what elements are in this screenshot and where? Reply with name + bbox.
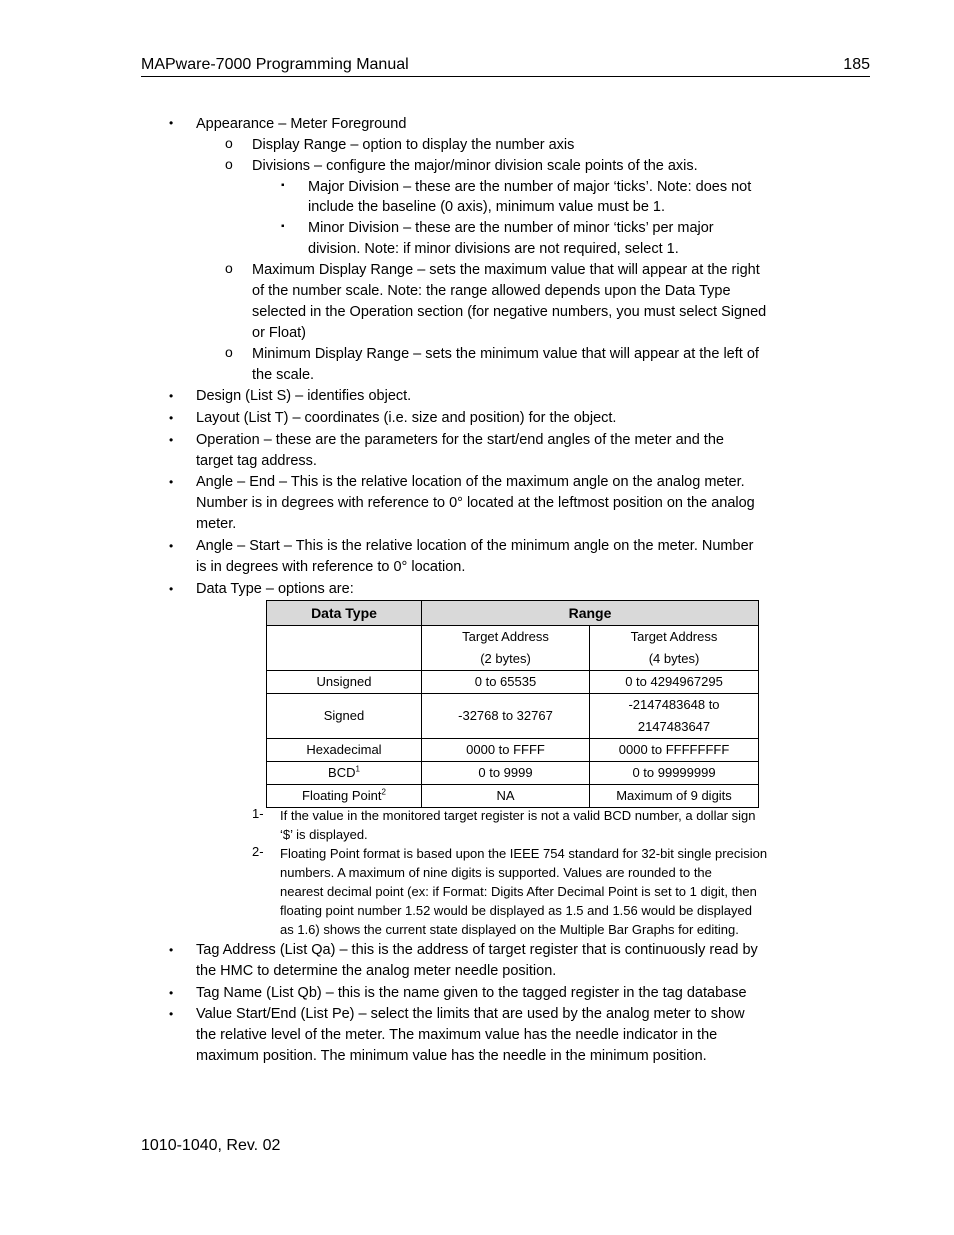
page-header — [141, 56, 870, 77]
cell-range-4: 0 to 4294967295 — [590, 671, 759, 694]
bullet-icon: • — [169, 475, 174, 489]
item-divisions: Divisions – configure the major/minor division scale points of the axis. — [252, 158, 698, 174]
bullet-icon: • — [169, 116, 174, 130]
footnote-2-line4: floating point number 1.52 would be displayed as 1.5 and 1.56 would be displayed — [280, 903, 752, 918]
footnote-2: Floating Point format is based upon the IEEE 754 standard for 32-bit single precision — [280, 846, 768, 861]
bullet-icon: • — [169, 411, 174, 425]
item-design: Design (List S) – identifies object. — [196, 388, 412, 404]
circle-bullet-icon: o — [225, 260, 233, 276]
circle-bullet-icon: o — [225, 344, 233, 360]
item-major-division-cont: include the baseline (0 axis), minimum value must be 1. — [308, 199, 666, 215]
circle-bullet-icon: o — [225, 156, 233, 172]
cell-range-2: 0000 to FFFF — [422, 739, 590, 762]
item-major-division: Major Division – these are the number of major ‘ticks’. Note: does not — [308, 179, 752, 195]
item-minor-division-cont: division. Note: if minor divisions are not required, select 1. — [308, 241, 679, 257]
item-data-type: Data Type – options are: — [196, 581, 354, 597]
item-angle-start: Angle – Start – This is the relative location of the minimum angle on the meter. Number — [196, 538, 754, 554]
footnote-1: If the value in the monitored target register is not a valid BCD number, a dollar sign — [280, 808, 756, 823]
cell-range-2: NA — [422, 785, 590, 808]
bullet-icon: • — [169, 433, 174, 447]
cell-range-4: -2147483648 to 2147483647 — [590, 694, 759, 739]
footnote-2-line2: numbers. A maximum of nine digits is supported. Values are rounded to the — [280, 865, 712, 880]
cell-type: BCD$^1$ — [267, 762, 422, 785]
item-max-range: Maximum Display Range – sets the maximum value that will appear at the right — [252, 262, 760, 278]
data-type-table — [266, 600, 759, 808]
item-tag-name: Tag Name (List Qb) – this is the name given to the tagged register in the tag database — [196, 985, 747, 1001]
square-bullet-icon: ▪ — [281, 180, 285, 191]
cell-type: Unsigned — [267, 671, 422, 694]
bullet-icon: • — [169, 539, 174, 553]
cell-range-2: 0 to 65535 — [422, 671, 590, 694]
item-min-range-2: the scale. — [252, 367, 315, 383]
bullet-icon: • — [169, 943, 174, 957]
item-angle-end-2: Number is in degrees with reference to 0° located at the leftmost position on the analog — [196, 495, 755, 511]
square-bullet-icon: ▪ — [281, 221, 285, 232]
table-header-row — [267, 601, 759, 626]
header-range: Range — [422, 601, 759, 626]
footnote-1-cont: ‘$’ is displayed. — [280, 827, 368, 842]
item-minor-division: Minor Division – these are the number of minor ‘ticks’ per major — [308, 220, 714, 236]
item-min-range: Minimum Display Range – sets the minimum value that will appear at the left of — [252, 346, 759, 362]
table-row — [267, 671, 759, 694]
table-subheader-row — [267, 626, 759, 671]
item-value-2: the relative level of the meter. The maximum value has the needle indicator in the — [196, 1027, 718, 1043]
item-angle-start-2: is in degrees with reference to 0° location. — [196, 559, 466, 575]
cell-range-4: 0 to 99999999 — [590, 762, 759, 785]
item-tag-address-2: the HMC to determine the analog meter needle position. — [196, 963, 557, 979]
footnote-number: 1- — [252, 806, 264, 821]
circle-bullet-icon: o — [225, 135, 233, 151]
item-max-range-3: selected in the Operation section (for negative numbers, you must select Signed — [252, 304, 767, 320]
table-cell-empty — [267, 626, 422, 671]
footnote-2-line5: as 1.6) shows the current state displayed on the Multiple Bar Graphs for editing. — [280, 922, 739, 937]
cell-range-4: Maximum of 9 digits — [590, 785, 759, 808]
item-max-range-4: or Float) — [252, 325, 306, 341]
cell-type: Floating Point$^2$ — [267, 785, 422, 808]
page-number: 185 — [843, 56, 870, 73]
footnote-2-line3: nearest decimal point (ex: if Format: Digits After Decimal Point is set to 1 digit, then — [280, 884, 757, 899]
item-value: Value Start/End (List Pe) – select the limits that are used by the analog meter to show — [196, 1006, 745, 1022]
cell-range-2: 0 to 9999 — [422, 762, 590, 785]
subheader-4-bytes: Target Address (4 bytes) — [590, 626, 759, 671]
cell-range-4: 0000 to FFFFFFFF — [590, 739, 759, 762]
bullet-icon: • — [169, 582, 174, 596]
table-row — [267, 739, 759, 762]
table-row — [267, 694, 759, 739]
bullet-icon: • — [169, 986, 174, 1000]
item-appearance: Appearance – Meter Foreground — [196, 116, 407, 132]
item-max-range-2: of the number scale. Note: the range allowed depends upon the Data Type — [252, 283, 731, 299]
cell-type: Signed — [267, 694, 422, 739]
header-data-type: Data Type — [267, 601, 422, 626]
bullet-icon: • — [169, 1007, 174, 1021]
item-operation-2: target tag address. — [196, 453, 317, 469]
item-tag-address: Tag Address (List Qa) – this is the address of target register that is continuously read by — [196, 942, 758, 958]
cell-range-2: -32768 to 32767 — [422, 694, 590, 739]
item-operation: Operation – these are the parameters for the start/end angles of the meter and the — [196, 432, 724, 448]
item-layout: Layout (List T) – coordinates (i.e. size and position) for the object. — [196, 410, 617, 426]
subheader-2-bytes: Target Address (2 bytes) — [422, 626, 590, 671]
page-footer: 1010-1040, Rev. 02 — [141, 1137, 281, 1154]
footnote-number: 2- — [252, 844, 264, 859]
bullet-icon: • — [169, 389, 174, 403]
footnote-ref: 2 — [381, 787, 386, 797]
manual-title: MAPware-7000 Programming Manual — [141, 56, 409, 73]
item-angle-end: Angle – End – This is the relative location of the maximum angle on the analog meter. — [196, 474, 745, 490]
cell-type: Hexadecimal — [267, 739, 422, 762]
table-row — [267, 785, 759, 808]
table-row — [267, 762, 759, 785]
item-angle-end-3: meter. — [196, 516, 237, 532]
item-display-range: Display Range – option to display the number axis — [252, 137, 575, 153]
footnote-ref: 1 — [355, 764, 360, 774]
item-value-3: maximum position. The minimum value has the needle in the minimum position. — [196, 1048, 707, 1064]
